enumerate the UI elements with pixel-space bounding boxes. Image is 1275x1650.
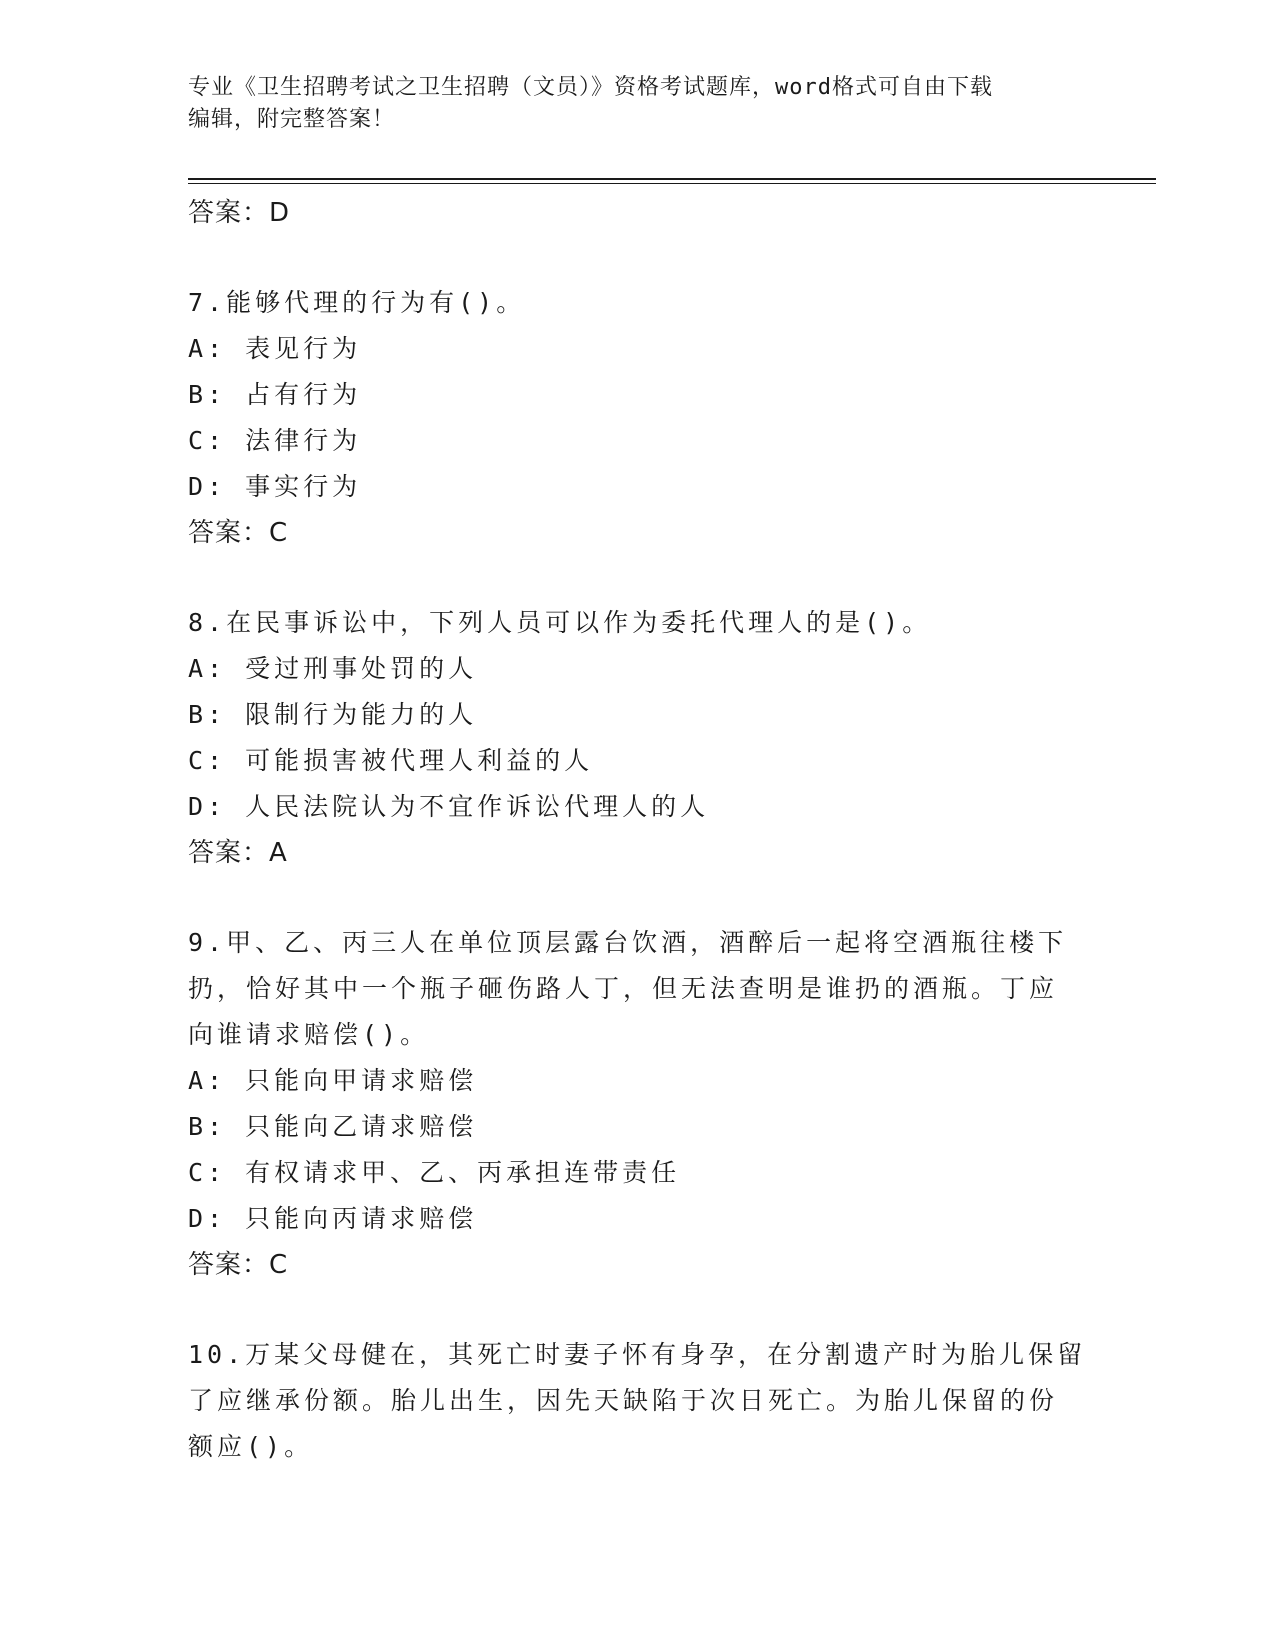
question-block <box>188 600 1088 876</box>
answer-line: 答案：C <box>188 1250 289 1280</box>
question-stem: 扔，恰好其中一个瓶子砸伤路人丁，但无法查明是谁扔的酒瓶。丁应 <box>188 974 1059 1003</box>
option-a: A: 只能向甲请求赔偿 <box>188 1066 478 1095</box>
document-header <box>188 72 1088 136</box>
option-d: D: 人民法院认为不宜作诉讼代理人的人 <box>188 792 710 821</box>
answer-line: 答案：C <box>188 518 289 548</box>
question-stem: 了应继承份额。胎儿出生，因先天缺陷于次日死亡。为胎儿保留的份 <box>188 1386 1059 1415</box>
question-stem: 8.在民事诉讼中，下列人员可以作为委托代理人的是()。 <box>188 608 932 637</box>
question-stem: 额应()。 <box>188 1432 314 1461</box>
question-stem: 10.万某父母健在，其死亡时妻子怀有身孕，在分割遗产时为胎儿保留 <box>188 1340 1087 1369</box>
option-c: C: 法律行为 <box>188 426 362 455</box>
answer-line: 答案：D <box>188 198 291 228</box>
header-line-1: 专业《卫生招聘考试之卫生招聘（文员）》资格考试题库，word格式可自由下载 <box>188 75 993 100</box>
question-stem: 7.能够代理的行为有()。 <box>188 288 526 317</box>
question-stem: 向谁请求赔偿()。 <box>188 1020 430 1049</box>
question-block <box>188 280 1088 556</box>
header-line-2: 编辑，附完整答案！ <box>188 107 396 132</box>
option-c: C: 可能损害被代理人利益的人 <box>188 746 594 775</box>
document-body <box>188 190 1088 1470</box>
question-block <box>188 920 1088 1288</box>
spacer <box>188 236 1088 280</box>
option-d: D: 事实行为 <box>188 472 362 501</box>
question-block <box>188 1332 1088 1470</box>
header-divider-thin <box>188 183 1156 184</box>
answer-line: 答案：A <box>188 838 288 868</box>
option-a: A: 受过刑事处罚的人 <box>188 654 478 683</box>
option-a: A: 表见行为 <box>188 334 362 363</box>
question-stem: 9.甲、乙、丙三人在单位顶层露台饮酒，酒醉后一起将空酒瓶往楼下 <box>188 928 1068 957</box>
option-d: D: 只能向丙请求赔偿 <box>188 1204 478 1233</box>
header-divider-thick <box>188 178 1156 180</box>
option-b: B: 占有行为 <box>188 380 362 409</box>
spacer <box>188 1288 1088 1332</box>
option-c: C: 有权请求甲、乙、丙承担连带责任 <box>188 1158 681 1187</box>
option-b: B: 只能向乙请求赔偿 <box>188 1112 478 1141</box>
spacer <box>188 876 1088 920</box>
option-b: B: 限制行为能力的人 <box>188 700 478 729</box>
spacer <box>188 556 1088 600</box>
